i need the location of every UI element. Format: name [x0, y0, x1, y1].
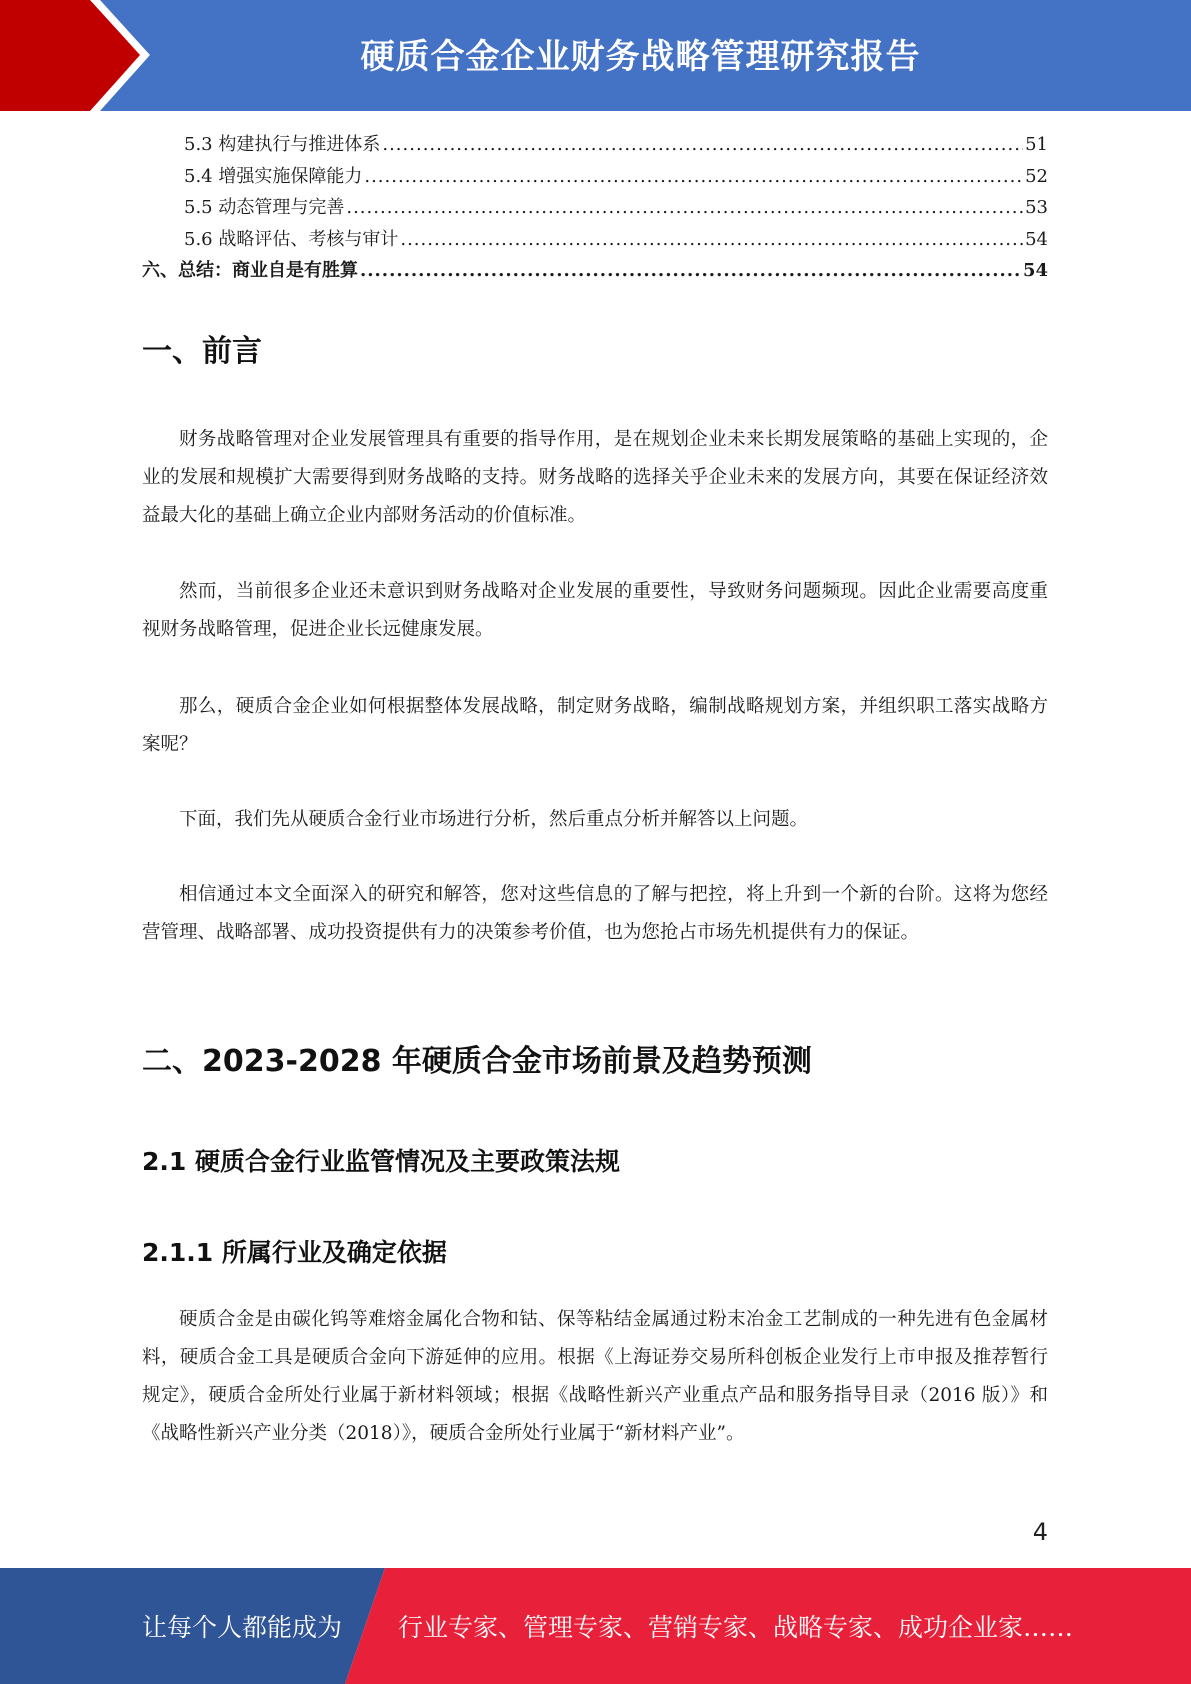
toc-entry[interactable]: [142, 130, 1048, 162]
paragraph: 财务战略管理对企业发展管理具有重要的指导作用，是在规划企业未来长期发展策略的基础上实现的，企业的发展和规模扩大需要得到财务战略的支持。财务战略的选择关乎企业未来的发展方向，其要在保证经济效益最大化的基础上确立企业内部财务活动的价值标准。: [142, 429, 1048, 526]
toc-entry[interactable]: [142, 256, 1048, 288]
page-header: [0, 0, 1191, 111]
table-of-contents: [142, 130, 1048, 288]
toc-leader: [360, 260, 1021, 281]
toc-label: 5.3 构建执行与推进体系: [184, 134, 381, 155]
toc-page: 54: [1025, 228, 1048, 250]
footer-slogan-left: 让每个人都能成为: [142, 1613, 343, 1642]
toc-leader: [346, 197, 1023, 218]
page-number: 4: [1032, 1518, 1048, 1546]
toc-leader: [400, 229, 1023, 250]
toc-label: 5.4 增强实施保障能力: [184, 165, 363, 187]
toc-entry[interactable]: [142, 193, 1048, 225]
toc-page: 52: [1025, 165, 1048, 187]
toc-entry[interactable]: [142, 162, 1048, 194]
subsection-heading: 2.1 硬质合金行业监管情况及主要政策法规: [142, 1147, 620, 1176]
footer-slogan-right: 行业专家、管理专家、营销专家、战略专家、成功企业家……: [398, 1613, 1074, 1642]
page-footer: [0, 1568, 1191, 1684]
report-title: 硬质合金企业财务战略管理研究报告: [360, 36, 921, 77]
toc-leader: [382, 134, 1023, 155]
toc-page: 51: [1025, 134, 1048, 155]
toc-entry[interactable]: [142, 225, 1048, 257]
paragraph: 然而，当前很多企业还未意识到财务战略对企业发展的重要性，导致财务问题频现。因此企业需要高度重视财务战略管理，促进企业长远健康发展。: [142, 581, 1048, 640]
paragraph: 那么，硬质合金企业如何根据整体发展战略，制定财务战略，编制战略规划方案，并组织职工落实战略方案呢？: [142, 696, 1048, 755]
toc-leader: [364, 166, 1023, 187]
toc-page: 54: [1022, 260, 1048, 281]
paragraph: 硬质合金是由碳化钨等难熔金属化合物和钴、保等粘结金属通过粉末冶金工艺制成的一种先进有色金属材料，硬质合金工具是硬质合金向下游延伸的应用。根据《上海证券交易所科创板企业发行上市申报及推荐暂行规定》，硬质合金所处行业属于新材料领域；根据《战略性新兴产业重点产品和服务指导目录（2016 版）》和《战略性新兴产业分类（2018）》，硬质合金所处行业属于“新材料产业”。: [142, 1309, 1048, 1444]
paragraph: 下面，我们先从硬质合金行业市场进行分析，然后重点分析并解答以上问题。: [179, 809, 809, 830]
toc-page: 53: [1025, 197, 1048, 218]
paragraph: 相信通过本文全面深入的研究和解答，您对这些信息的了解与把控，将上升到一个新的台阶。这将为您经营管理、战略部署、成功投资提供有力的决策参考价值，也为您抢占市场先机提供有力的保证。: [142, 884, 1048, 943]
toc-label: 5.6 战略评估、考核与审计: [184, 228, 399, 250]
toc-label: 5.5 动态管理与完善: [184, 197, 345, 218]
section-heading-market: 二、2023-2028 年硬质合金市场前景及趋势预测: [142, 1044, 812, 1079]
section-heading-preface: 一、前言: [142, 334, 262, 369]
toc-label: 六、总结：商业自是有胜算: [142, 260, 358, 281]
subsubsection-heading: 2.1.1 所属行业及确定依据: [142, 1238, 447, 1267]
